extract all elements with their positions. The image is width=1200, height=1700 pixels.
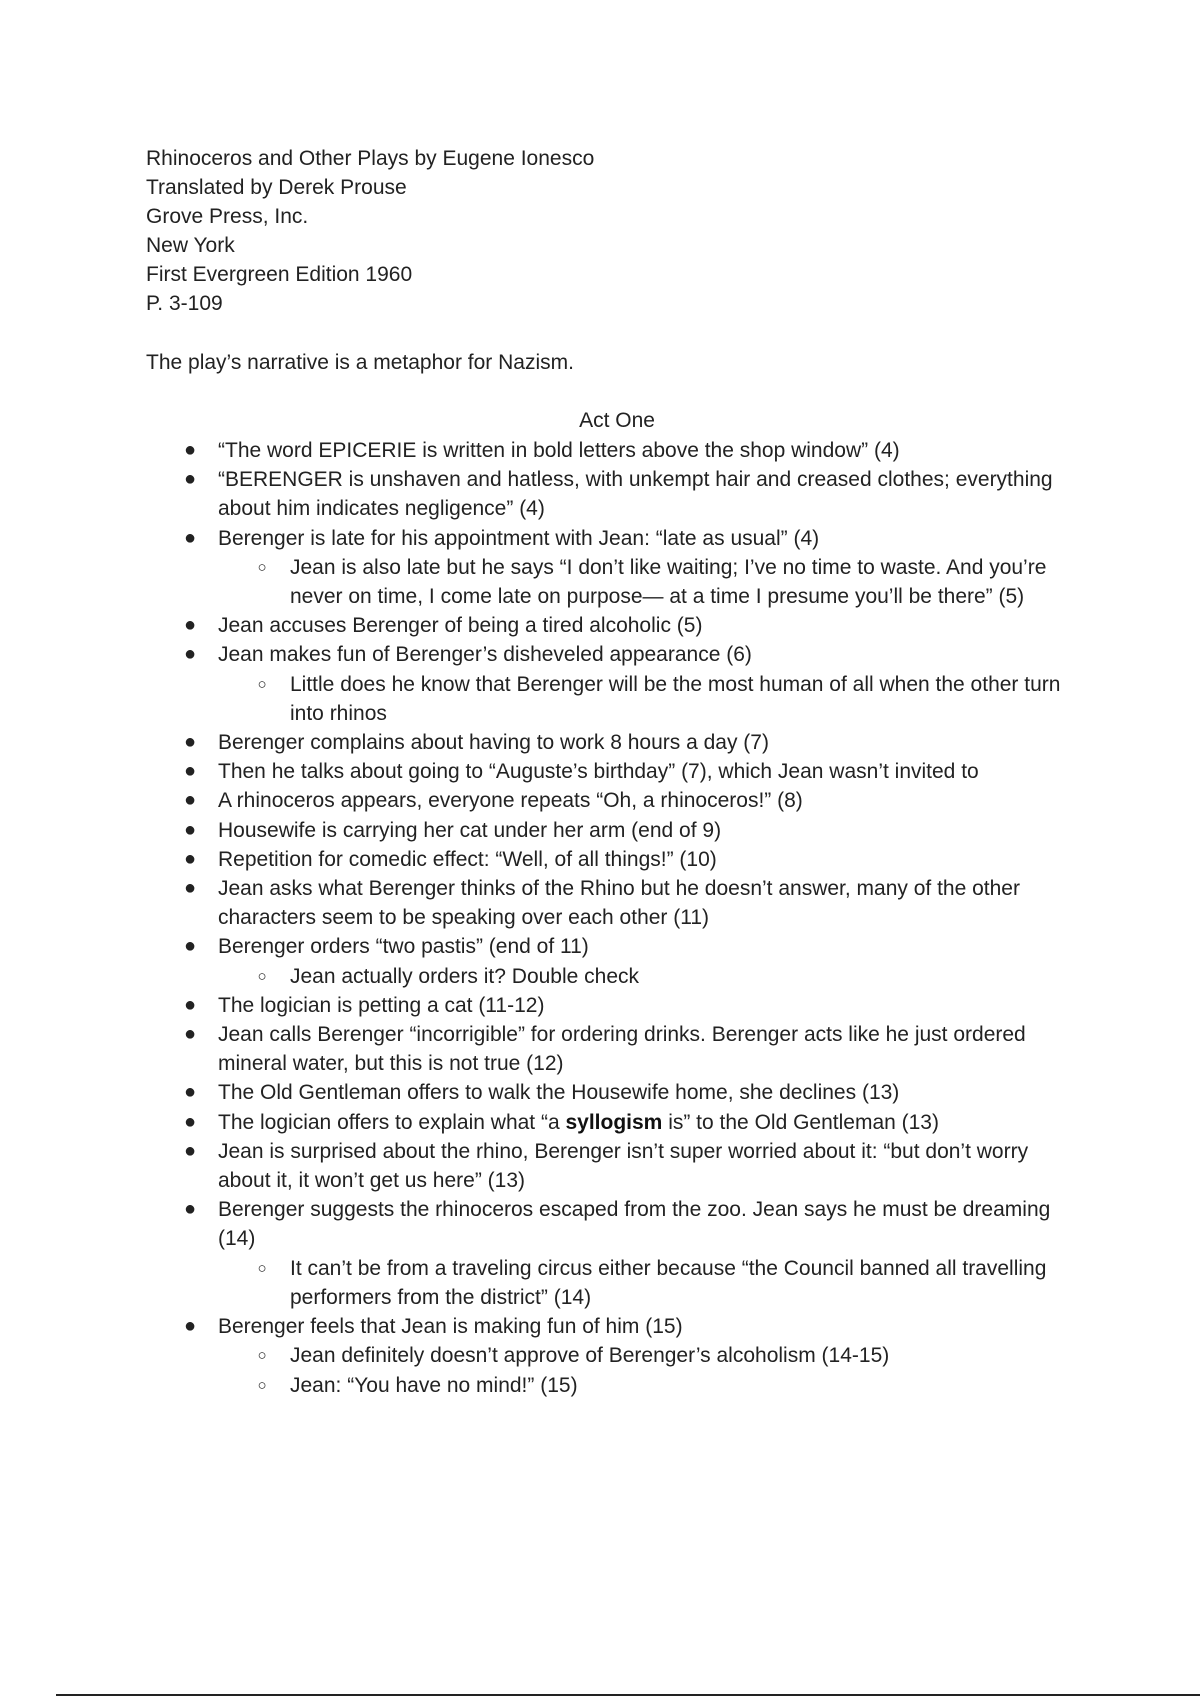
note-text: Jean asks what Berenger thinks of the Rhino but he doesn’t answer, many of the other characters seem to be speaking over each other (11) [218, 877, 1020, 930]
list-item [146, 874, 1076, 932]
bullet-icon: ● [183, 614, 197, 637]
list-item [146, 757, 1076, 786]
list-item [146, 465, 1076, 523]
list-item [146, 1020, 1076, 1078]
note-text: Berenger feels that Jean is making fun of him (15) [218, 1315, 683, 1339]
note-text: Repetition for comedic effect: “Well, of all things!” (10) [218, 847, 717, 871]
note-text-pre: The logician offers to explain what “a [218, 1110, 566, 1134]
note-text: Berenger suggests the rhinoceros escaped from the zoo. Jean says he must be dreaming (14) [218, 1198, 1051, 1251]
section-title: Act One [579, 409, 655, 432]
syllogism-term: syllogism [565, 1110, 663, 1134]
bullet-icon: ● [183, 731, 197, 754]
bullet-icon: ● [183, 643, 197, 666]
edition-line: First Evergreen Edition 1960 [146, 263, 413, 286]
list-item [146, 991, 1076, 1020]
list-item [146, 611, 1076, 640]
bullet-icon: ● [183, 1023, 197, 1046]
pages-line: P. 3-109 [146, 292, 223, 315]
bullet-icon: ● [183, 1139, 197, 1162]
note-text: Jean is surprised about the rhino, Berenger isn’t super worried about it: “but don’t worry about it, it won’t get us here” (13) [218, 1139, 1029, 1193]
hollow-bullet-icon: ○ [257, 1376, 267, 1394]
bullet-icon: ● [183, 877, 197, 900]
hollow-bullet-icon: ○ [257, 967, 267, 985]
list-item [146, 1137, 1076, 1195]
sub-list-item [146, 1371, 1076, 1400]
list-item [146, 728, 1076, 757]
hollow-bullet-icon: ○ [257, 1259, 267, 1277]
note-text: “The word EPICERIE is written in bold letters above the shop window” (4) [218, 439, 900, 462]
sub-list-item [146, 962, 1076, 991]
note-text: The logician is petting a cat (11-12) [218, 993, 545, 1017]
note-text: Berenger is late for his appointment with Jean: “late as usual” (4) [218, 526, 820, 550]
list-item [146, 640, 1076, 669]
sub-list-item [146, 1341, 1076, 1370]
hollow-bullet-icon: ○ [257, 675, 267, 693]
sub-list-item [146, 670, 1076, 728]
list-item [146, 786, 1076, 815]
thesis-statement: The play’s narrative is a metaphor for Nazism. [146, 351, 574, 374]
hollow-bullet-icon: ○ [257, 1347, 267, 1365]
note-text: Jean makes fun of Berenger’s disheveled appearance (6) [218, 643, 752, 667]
bullet-icon: ● [183, 935, 197, 958]
hollow-bullet-icon: ○ [257, 558, 267, 576]
book-title: Rhinoceros and Other Plays by Eugene Ionesco [146, 147, 595, 170]
list-item [146, 1195, 1076, 1253]
note-text: Berenger complains about having to work 8 hours a day (7) [218, 731, 769, 755]
bullet-icon: ● [183, 439, 197, 461]
list-item [146, 816, 1076, 845]
note-text: Berenger orders “two pastis” (end of 11) [218, 935, 589, 959]
list-item [146, 932, 1076, 961]
bullet-icon: ● [183, 993, 197, 1016]
publisher-line: Grove Press, Inc. [146, 205, 309, 228]
note-text: Jean actually orders it? Double check [290, 964, 640, 988]
bullet-icon: ● [183, 468, 197, 491]
list-item [146, 845, 1076, 874]
list-item [146, 1312, 1076, 1341]
list-item [146, 436, 1076, 465]
note-text: “BERENGER is unshaven and hatless, with unkempt hair and creased clothes; everything about him indicates negligence” (4) [218, 468, 1053, 521]
bullet-icon: ● [183, 1198, 197, 1221]
note-text-post: is” to the Old Gentleman (13) [662, 1110, 939, 1134]
note-text: A rhinoceros appears, everyone repeats “Oh, a rhinoceros!” (8) [218, 789, 803, 813]
note-text: Housewife is carrying her cat under her arm (end of 9) [218, 818, 722, 842]
city-line: New York [146, 234, 235, 257]
note-text: Little does he know that Berenger will be the most human of all when the other turn into rhinos [290, 672, 1061, 725]
bullet-icon: ● [183, 526, 197, 549]
sub-list-item [146, 1254, 1076, 1312]
sub-list-item [146, 553, 1076, 611]
note-text: It can’t be from a traveling circus either because “the Council banned all travelling performers from the district” (14) [290, 1256, 1047, 1309]
note-text: The Old Gentleman offers to walk the Housewife home, she declines (13) [218, 1081, 900, 1105]
bullet-icon: ● [183, 760, 197, 783]
citation-block [146, 144, 594, 318]
notes-list [146, 436, 1076, 1400]
list-item [146, 1108, 1076, 1137]
note-text: Jean accuses Berenger of being a tired alcoholic (5) [218, 614, 703, 638]
note-text: Then he talks about going to “Auguste’s birthday” (7), which Jean wasn’t invited to [218, 760, 979, 784]
note-text: Jean calls Berenger “incorrigible” for ordering drinks. Berenger acts like he just ordered mineral water, but this is not true (12) [218, 1023, 1026, 1076]
translator-line: Translated by Derek Prouse [146, 176, 407, 199]
footer-divider [56, 1694, 1200, 1696]
list-item [146, 524, 1076, 553]
bullet-icon: ● [183, 1081, 197, 1104]
list-item [146, 1078, 1076, 1107]
bullet-icon: ● [183, 818, 197, 841]
note-text: Jean definitely doesn’t approve of Berenger’s alcoholism (14-15) [290, 1344, 890, 1368]
note-text: Jean is also late but he says “I don’t like waiting; I’ve no time to waste. And you’re never on time, I come late on purpose— at a time I presume you’ll be there” (5) [290, 555, 1047, 609]
bullet-icon: ● [183, 1315, 197, 1338]
bullet-icon: ● [183, 789, 197, 812]
bullet-icon: ● [183, 847, 197, 870]
bullet-icon: ● [183, 1110, 197, 1133]
note-text: Jean: “You have no mind!” (15) [290, 1373, 578, 1397]
